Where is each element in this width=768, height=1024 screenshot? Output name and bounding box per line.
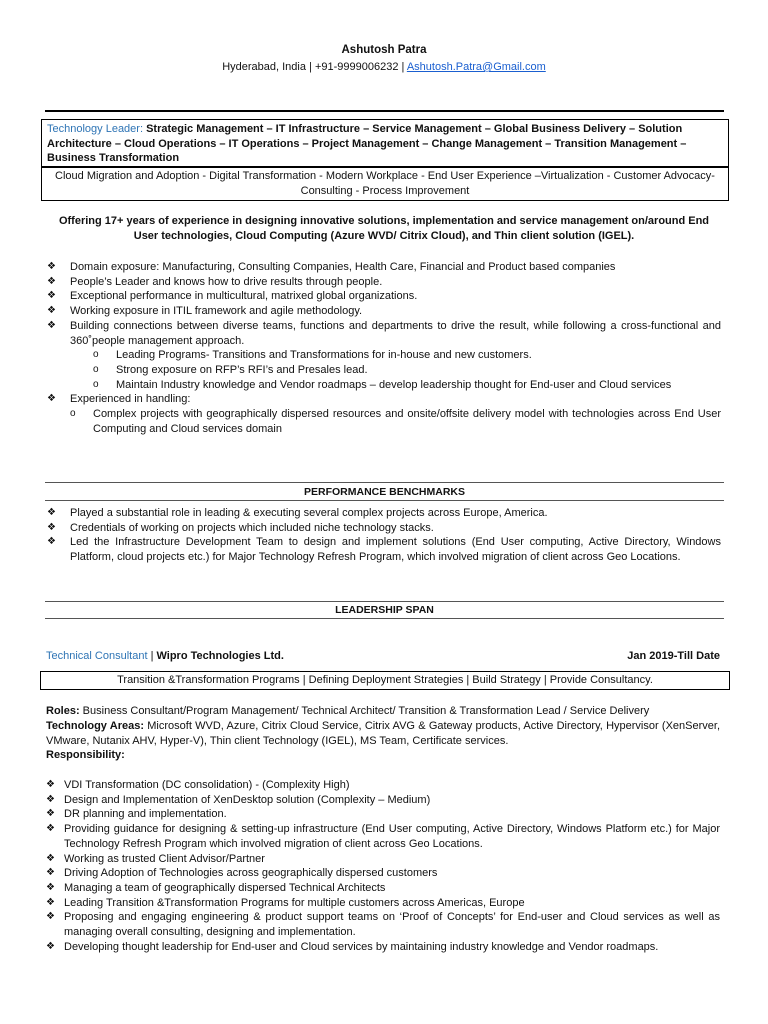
circle-bullet-icon: o xyxy=(93,349,99,361)
circle-bullet-icon: o xyxy=(93,378,99,390)
list-item xyxy=(46,852,720,867)
headline-text: Strategic Management – IT Infrastructure – Service Management – Global Business Delivery – Solution Architecture – Cloud Operations – IT Operations – Project Management – Change Management – Transition Management – Business Transformation xyxy=(47,123,687,165)
roles-line xyxy=(46,704,720,719)
list-item-text: Proposing and engaging engineering & product support teams on ‘Proof of Concepts’ for End-user and Cloud services as well as managing overall consulting, designing and implementation. xyxy=(64,911,720,939)
roles-text: Business Consultant/Program Management/ Technical Architect/ Transition & Transformation Lead / Service Delivery xyxy=(79,705,650,717)
list-item xyxy=(47,506,721,521)
diamond-bullet-icon: ❖ xyxy=(47,305,56,317)
offering-statement: Offering 17+ years of experience in designing innovative solutions, implementation and service management on/around End User technologies, Cloud Computing (Azure WVD/ Citrix Cloud), and Thin client solution (IGEL). xyxy=(58,215,710,242)
list-item xyxy=(93,363,721,378)
diamond-bullet-icon: ❖ xyxy=(46,793,55,805)
list-item-text: Strong exposure on RFP’s RFI’s and Presales lead. xyxy=(116,363,368,376)
list-item xyxy=(47,260,721,275)
keywords-box: Cloud Migration and Adoption - Digital Transformation - Modern Workplace - End User Experience –Virtualization - Customer Advocacy- Consulting - Process Improvement xyxy=(41,167,729,201)
diamond-bullet-icon: ❖ xyxy=(47,275,56,287)
list-item xyxy=(47,275,721,290)
list-item xyxy=(46,940,720,955)
contact-line xyxy=(0,61,768,73)
diamond-bullet-icon: ❖ xyxy=(46,896,55,908)
list-item-text: People’s Leader and knows how to drive results through people. xyxy=(70,275,383,288)
list-item-text: Providing guidance for designing & setting-up infrastructure (End User computing, Active Directory, Windows Platform etc.) for Major Technology Refresh Program which involved migration of client across Geo Locations. xyxy=(64,823,720,850)
summary-list xyxy=(47,260,721,436)
diamond-bullet-icon: ❖ xyxy=(47,393,56,405)
roles-label: Roles: xyxy=(46,705,80,717)
list-item-text: Credentials of working on projects which included niche technology stacks. xyxy=(70,521,434,534)
list-item-text: Working as trusted Client Advisor/Partner xyxy=(64,852,265,865)
list-item xyxy=(47,319,721,348)
list-item xyxy=(47,535,721,564)
job-details xyxy=(46,704,720,763)
responsibility-list xyxy=(46,778,720,954)
list-item-text: Developing thought leadership for End-user and Cloud services by maintaining industry knowledge and Vendor roadmaps. xyxy=(64,940,659,953)
list-item xyxy=(46,778,720,793)
diamond-bullet-icon: ❖ xyxy=(46,779,55,790)
list-item xyxy=(47,289,721,304)
list-item xyxy=(47,392,721,407)
job-dates: Jan 2019-Till Date xyxy=(627,650,720,662)
leadership-heading: LEADERSHIP SPAN xyxy=(335,604,434,616)
list-item-text: Maintain Industry knowledge and Vendor roadmaps – develop leadership thought for End-user and Cloud services xyxy=(116,378,672,391)
diamond-bullet-icon: ❖ xyxy=(47,507,56,518)
diamond-bullet-icon: ❖ xyxy=(47,290,56,302)
list-item-text: Played a substantial role in leading & executing several complex projects across Europe, America. xyxy=(70,507,548,519)
diamond-bullet-icon: ❖ xyxy=(47,536,56,548)
list-item-text: Design and Implementation of XenDesktop solution (Complexity – Medium) xyxy=(64,793,431,806)
list-item-text: DR planning and implementation. xyxy=(64,808,227,821)
list-item-text: Complex projects with geographically dispersed resources and onsite/offsite delivery model with technologies across End User Computing and Cloud services domain xyxy=(93,408,721,435)
list-item-text: Managing a team of geographically dispersed Technical Architects xyxy=(64,881,386,894)
leadership-heading-underline xyxy=(45,618,724,619)
diamond-bullet-icon: ❖ xyxy=(46,808,55,820)
performance-divider xyxy=(45,482,724,483)
technology-text: Microsoft WVD, Azure, Citrix Cloud Service, Citrix AVG & Gateway products, Active Directory, Hypervisor (XenServer, VMware, Nutanix AHV, Hyper-V), Thin client Technology (IGEL), MS Team, Certificate services. xyxy=(46,719,721,747)
job-focus-box: Transition &Transformation Programs | Defining Deployment Strategies | Build Strategy | Provide Consultancy. xyxy=(40,671,730,690)
job-role: Technical Consultant xyxy=(46,650,148,662)
list-item xyxy=(46,822,720,851)
list-item-text: Exceptional performance in multicultural, matrixed global organizations. xyxy=(70,290,418,303)
job-separator: | xyxy=(147,650,157,662)
list-item-text: Domain exposure: Manufacturing, Consulting Companies, Health Care, Financial and Product based companies xyxy=(70,261,616,273)
list-item-text: Working exposure in ITIL framework and agile methodology. xyxy=(70,305,363,318)
list-item xyxy=(93,348,721,363)
technology-line xyxy=(46,719,720,749)
circle-bullet-icon: o xyxy=(93,363,99,375)
header-divider xyxy=(45,110,724,112)
diamond-bullet-icon: ❖ xyxy=(47,521,56,533)
performance-heading: PERFORMANCE BENCHMARKS xyxy=(303,486,465,498)
job-header xyxy=(46,650,720,662)
list-item xyxy=(70,407,721,436)
diamond-bullet-icon: ❖ xyxy=(46,881,55,893)
list-item xyxy=(93,378,721,393)
performance-heading-underline xyxy=(45,500,724,501)
diamond-bullet-icon: ❖ xyxy=(47,261,56,272)
list-item xyxy=(46,896,720,911)
diamond-bullet-icon: ❖ xyxy=(46,911,55,923)
headline-box xyxy=(41,119,729,167)
list-item xyxy=(47,521,721,536)
headline-lead: Technology Leader: xyxy=(47,123,144,135)
diamond-bullet-icon: ❖ xyxy=(46,867,55,879)
list-item xyxy=(46,866,720,881)
list-item xyxy=(46,910,720,939)
technology-label: Technology Areas: xyxy=(46,719,144,732)
diamond-bullet-icon: ❖ xyxy=(47,319,56,331)
list-item-text: Experienced in handling: xyxy=(70,393,191,406)
diamond-bullet-icon: ❖ xyxy=(46,940,55,952)
list-item xyxy=(46,793,720,808)
circle-bullet-icon: o xyxy=(70,408,76,420)
diamond-bullet-icon: ❖ xyxy=(46,823,55,835)
candidate-name: Ashutosh Patra xyxy=(341,44,427,56)
list-item-text: Leading Programs- Transitions and Transformations for in-house and new customers. xyxy=(116,349,532,362)
list-item xyxy=(46,881,720,896)
list-item-text: Led the Infrastructure Development Team to design and implement solutions (End User computing, Active Directory, Windows Platform, cloud projects etc.) for Major Technology Refresh Program, which involved migration of client across Geo Locations. xyxy=(70,536,721,564)
diamond-bullet-icon: ❖ xyxy=(46,852,55,864)
list-item xyxy=(46,807,720,822)
email-link[interactable]: Ashutosh.Patra@Gmail.com xyxy=(406,61,546,73)
performance-list xyxy=(47,506,721,565)
responsibility-label: Responsibility: xyxy=(46,749,125,762)
list-item-text: VDI Transformation (DC consolidation) - (Complexity High) xyxy=(64,779,350,791)
leadership-divider xyxy=(45,601,724,602)
list-item-text: Driving Adoption of Technologies across geographically dispersed customers xyxy=(64,867,438,880)
contact-location-phone: Hyderabad, India | +91-9999006232 | xyxy=(222,61,407,73)
list-item-text: Leading Transition &Transformation Programs for multiple customers across Americas, Europe xyxy=(64,896,525,909)
list-item xyxy=(47,304,721,319)
list-item-text: Building connections between diverse teams, functions and departments to drive the result, while following a cross-functional and 360˚people management approach. xyxy=(70,319,721,347)
job-company: Wipro Technologies Ltd. xyxy=(156,650,284,662)
